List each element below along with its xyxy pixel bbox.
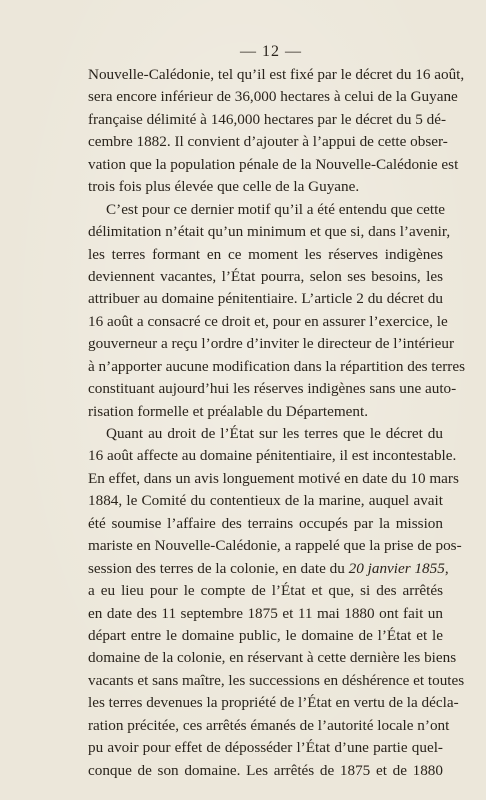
text-line: risation formelle et préalable du Département. [88,402,369,420]
text-line: les terres formant en ce moment les réserves indigènes [88,245,443,263]
body-text [88,64,466,782]
text-line: pu avoir pour effet de déposséder l’État d’une partie quel- [88,739,443,757]
text-line: vation que la population pénale de la Nouvelle-Calédonie est [88,155,459,173]
text-line: trois fois plus élevée que celle de la Guyane. [88,178,360,196]
text-line: départ entre le domaine public, le domaine de l’État et le [88,626,443,644]
text-line: 16 août affecte au domaine pénitentiaire, il est incontestable. [88,447,457,465]
text-line: française délimité à 146,000 hectares par le décret du 5 dé- [88,110,447,128]
text-line: été soumise l’affaire des terrains occupés par la mission [88,514,443,532]
text-line: attribuer au domaine pénitentiaire. L’article 2 du décret du [88,290,443,308]
page-number: — 12 — [240,43,302,60]
text-line: les terres devenues la propriété de l’État en vertu de la décla- [88,694,459,712]
text-line: mariste en Nouvelle-Calédonie, a rappelé que la prise de pos- [88,537,462,555]
text-line: délimitation n’était qu’un minimum et que si, dans l’avenir, [88,223,451,241]
text-line: session des terres de la colonie, en date du 20 janvier 1855, [88,559,449,577]
text-line: gouverneur a reçu l’ordre d’inviter le directeur de l’intérieur [88,335,455,353]
text-line: En effet, dans un avis longuement motivé en date du 10 mars [88,469,459,487]
text-line: cembre 1882. Il convient d’ajouter à l’appui de cette obser- [88,133,448,151]
text-line: Quant au droit de l’État sur les terres que le décret du [106,425,443,442]
text-line: a eu lieu pour le compte de l’État et que, si des arrêtés [88,582,443,600]
text-line: 1884, le Comité du contentieux de la marine, auquel avait [88,492,443,510]
text-line: C’est pour ce dernier motif qu’il a été entendu que cette [106,200,446,218]
text-line: deviennent vacantes, l’État pourra, selon ses besoins, les [88,267,443,285]
text-line: constituant aujourd’hui les réserves indigènes sans une auto- [88,380,457,398]
text-line: sera encore inférieur de 36,000 hectares à celui de la Guyane [88,88,458,106]
text-line: domaine de la colonie, en réservant à cette dernière les biens [88,649,457,667]
text-line: conque de son domaine. Les arrêtés de 1875 et de 1880 [88,761,443,779]
text-line: 16 août a consacré ce droit et, pour en assurer l’exercice, le [88,312,448,330]
text-line: Nouvelle-Calédonie, tel qu’il est fixé par le décret du 16 août, [88,66,465,83]
text-line: vacants et sans maître, les successions en déshérence et toutes [88,671,465,689]
text-line: ration précitée, ces arrêtés émanés de l’autorité locale n’ont [88,716,450,734]
text-line: à n’apporter aucune modification dans la répartition des terres [88,357,466,375]
text-line: en date des 11 septembre 1875 et 11 mai 1880 ont fait un [88,604,443,622]
